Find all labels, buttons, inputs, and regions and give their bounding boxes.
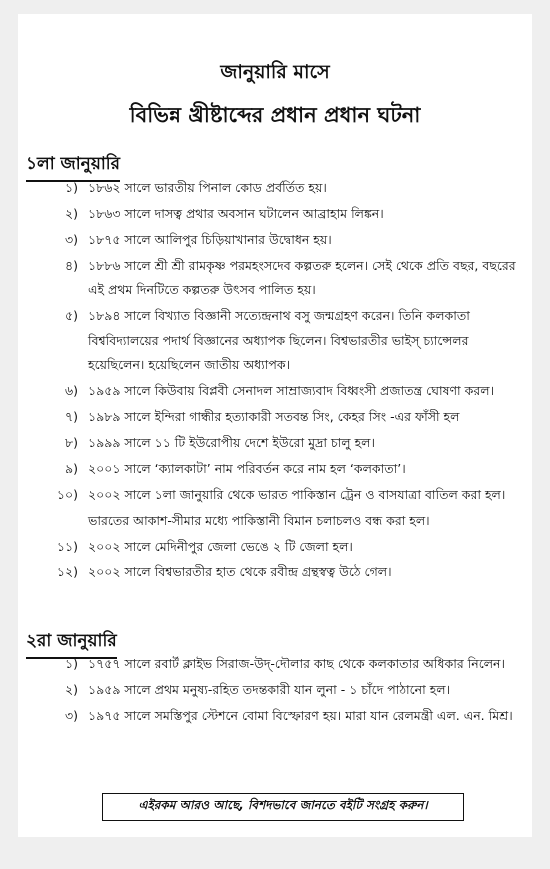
list-item (32, 254, 528, 303)
item-text: ১৯৭৫ সালে সমস্তিপুর স্টেশনে বোমা বিস্ফোরণ হয়। মারা যান রেলমন্ত্রী এল. এন. মিশ্র। (88, 707, 513, 723)
item-number: ৭) (64, 409, 78, 425)
list-item (32, 379, 528, 404)
list-item (32, 431, 528, 456)
item-number: ২) (64, 205, 78, 221)
item-number: ৪) (65, 257, 78, 273)
item-text: ১৮৭৫ সালে আলিপুর চিড়িয়াখানার উদ্বোধন হয়। (88, 231, 332, 247)
item-text: ১৯৮৯ সালে ইন্দিরা গান্ধীর হত্যাকারী সতবন্ত সিং, কেহর সিং -এর ফাঁসী হল (88, 409, 460, 425)
item-number: ১২) (56, 564, 78, 580)
list-item (32, 560, 528, 585)
item-number: ৮) (65, 435, 78, 451)
item-number: ৬) (64, 383, 78, 399)
item-number: ১) (65, 656, 78, 671)
item-text: ১৮৬৩ সালে দাসত্ব প্রথার অবসান ঘটালেন আব্রাহাম লিঙ্কন। (88, 205, 384, 221)
item-text: ১৯৫৯ সালে কিউবায় বিপ্লবী সেনাদল সাম্রাজ্যবাদ বিধ্বংসী প্রজাতন্ত্র ঘোষণা করল। (88, 383, 495, 399)
list-item (32, 228, 528, 253)
section-heading-jan-1: ১লা জানুয়ারি (26, 151, 120, 182)
list-item-continuation: ভারতের আকাশ-সীমার মধ্যে পাকিস্তানী বিমান চলাচলও বন্ধ করা হল। (88, 512, 430, 528)
item-number: ৩) (64, 231, 78, 247)
list-item (32, 535, 528, 560)
section-heading-jan-2: ২রা জানুয়ারি (26, 628, 117, 659)
item-text: ১৮৯৪ সালে বিখ্যাত বিজ্ঞানী সত্যেন্দ্রনাথ বসু জন্মগ্রহণ করেন। তিনি কলকাতা বিশ্ববিদ্যালয়ের পদার্থ বিজ্ঞানের অধ্যাপক ছিলেন। বিশ্বভারতীর ভাইস্ চ্যান্সেলর হয়েছিলেন। হয়েছিলেন জাতীয় অধ্যাপক। (88, 308, 470, 373)
item-text: ১৯৯৯ সালে ১১ টি ইউরোপীয় দেশে ইউরো মুদ্রা চালু হল। (88, 435, 375, 451)
list-item (32, 704, 528, 729)
list-item (32, 176, 528, 201)
list-item (32, 678, 528, 703)
list-item (32, 304, 528, 378)
item-number: ২) (64, 681, 78, 697)
item-text: ১৮৮৬ সালে শ্রী শ্রী রামকৃষ্ণ পরমহংসদেব কল্পতরু হলেন। সেই থেকে প্রতি বছর, বছরের এই প্রথম দিনটিতে কল্পতরু উৎসব পালিত হয়। (88, 257, 516, 298)
item-number: ১১) (56, 538, 78, 554)
item-number: ৩) (64, 707, 78, 723)
item-text: ২০০২ সালে মেদিনীপুর জেলা ভেঙে ২ টি জেলা হল। (88, 538, 353, 554)
footer-text: এইরকম আরও আছে, বিশদভাবে জানতে বইটি সংগ্রহ করুন। (138, 798, 428, 812)
document-page (18, 14, 532, 837)
item-number: ৫) (65, 308, 78, 324)
item-text: ২০০১ সালে ‘ক্যালকাটা’ নাম পরিবর্তন করে নাম হল ‘কলকাতা’। (88, 460, 406, 476)
event-list-jan-1 (32, 176, 528, 586)
item-text: ১৮৬২ সালে ভারতীয় পিনাল কোড প্রর্বর্তিত হয়। (88, 180, 327, 195)
item-text: ২০০২ সালে ১লা জানুয়ারি থেকে ভারত পাকিস্তান ট্রেন ও বাসযাত্রা বাতিল করা হল। (88, 486, 506, 502)
list-item (32, 483, 528, 508)
list-item (32, 457, 528, 482)
page-title: জানুয়ারি মাসে (220, 61, 330, 83)
list-item (32, 405, 528, 430)
footer-notice (102, 793, 464, 821)
item-number: ১) (65, 180, 78, 195)
item-number: ১০) (56, 486, 78, 502)
item-text: ২০০২ সালে বিশ্বভারতীর হাত থেকে রবীন্দ্র গ্রন্থস্বত্ব উঠে গেল। (88, 564, 392, 580)
event-list-jan-2 (32, 652, 528, 730)
list-item (32, 652, 528, 677)
list-item (32, 202, 528, 227)
item-number: ৯) (65, 460, 78, 476)
page-subtitle: বিভিন্ন খ্রীষ্টাব্দের প্রধান প্রধান ঘটনা (129, 103, 421, 127)
item-text: ১৭৫৭ সালে রবার্ট ক্লাইভ সিরাজ-উদ্-দৌলার কাছ থেকে কলকাতার অধিকার নিলেন। (88, 656, 505, 671)
item-text: ১৯৫৯ সালে প্রথম মনুষ্য-রহিত তদন্তকারী যান লুনা - ১ চাঁদে পাঠানো হল। (88, 681, 451, 697)
